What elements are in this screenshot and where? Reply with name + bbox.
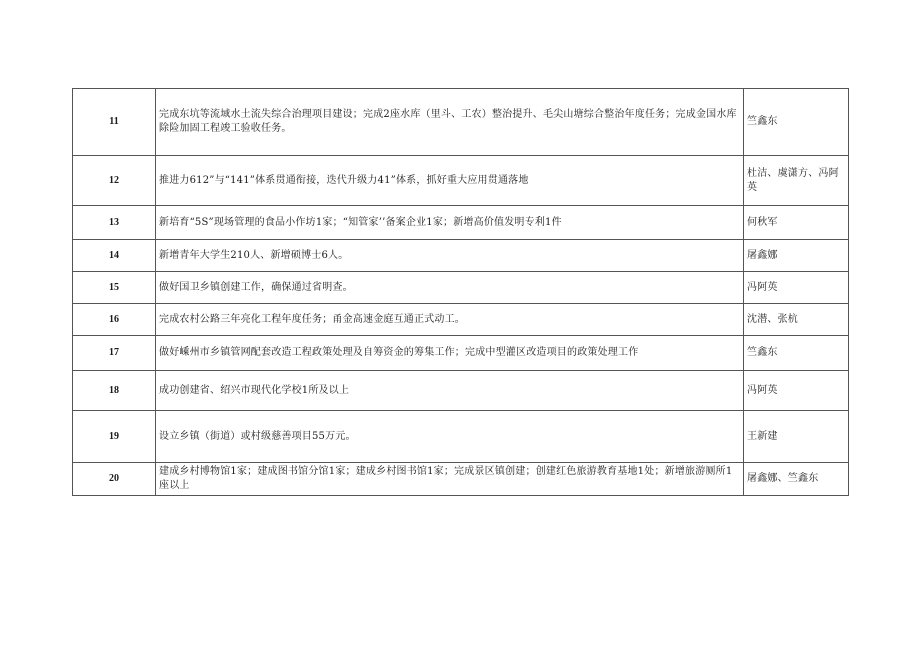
task-description: 完成农村公路三年亮化工程年度任务；甬金高速金庭互通正式动工。	[156, 304, 744, 336]
task-description: 成功创建省、绍兴市现代化学校1所及以上	[156, 371, 744, 411]
responsible-person: 屠鑫娜、竺鑫东	[744, 463, 849, 496]
responsible-person: 冯阿英	[744, 272, 849, 304]
responsible-person: 竺鑫东	[744, 336, 849, 371]
row-number: 17	[73, 336, 156, 371]
task-table	[72, 88, 849, 496]
task-description: 完成东坑等流域水土流失综合治理项目建设；完成2座水库（里斗、工农）整治提升、毛尖山塘综合整治年度任务；完成金国水库除险加固工程竣工验收任务。	[156, 89, 744, 156]
row-number: 20	[73, 463, 156, 496]
responsible-person: 何秋军	[744, 206, 849, 240]
table-row	[73, 206, 849, 240]
task-description: 做好国卫乡镇创建工作，确保通过省明查。	[156, 272, 744, 304]
table-row	[73, 371, 849, 411]
row-number: 18	[73, 371, 156, 411]
row-number: 11	[73, 89, 156, 156]
table-row	[73, 240, 849, 272]
table-row	[73, 304, 849, 336]
table-row	[73, 463, 849, 496]
task-description: 建成乡村博物馆1家；建成图书馆分馆1家；建成乡村图书馆1家；完成景区镇创建；创建红色旅游教育基地1处；新增旅游厕所1座以上	[156, 463, 744, 496]
task-description: 新增青年大学生210人、新增硕博士6人。	[156, 240, 744, 272]
table-row	[73, 411, 849, 463]
task-description: 做好嵊州市乡镇管网配套改造工程政策处理及自筹资金的筹集工作；完成中型灌区改造项目的政策处理工作	[156, 336, 744, 371]
task-description: 设立乡镇（街道）或村级慈善项目55万元。	[156, 411, 744, 463]
table-row	[73, 89, 849, 156]
table-row	[73, 156, 849, 206]
row-number: 19	[73, 411, 156, 463]
responsible-person: 杜洁、虞潇方、冯阿英	[744, 156, 849, 206]
row-number: 15	[73, 272, 156, 304]
responsible-person: 屠鑫娜	[744, 240, 849, 272]
row-number: 13	[73, 206, 156, 240]
task-description: 推进力612”与“141”体系贯通衔接，迭代升级力41”体系，抓好重大应用贯通落地	[156, 156, 744, 206]
responsible-person: 王新建	[744, 411, 849, 463]
responsible-person: 竺鑫东	[744, 89, 849, 156]
task-description: 新培育“5S”现场管理的食品小作坊1家；“知管家’’备案企业1家；新增高价值发明专利1件	[156, 206, 744, 240]
row-number: 12	[73, 156, 156, 206]
responsible-person: 冯阿英	[744, 371, 849, 411]
responsible-person: 沈潜、张杭	[744, 304, 849, 336]
table-row	[73, 272, 849, 304]
table-row	[73, 336, 849, 371]
row-number: 16	[73, 304, 156, 336]
row-number: 14	[73, 240, 156, 272]
